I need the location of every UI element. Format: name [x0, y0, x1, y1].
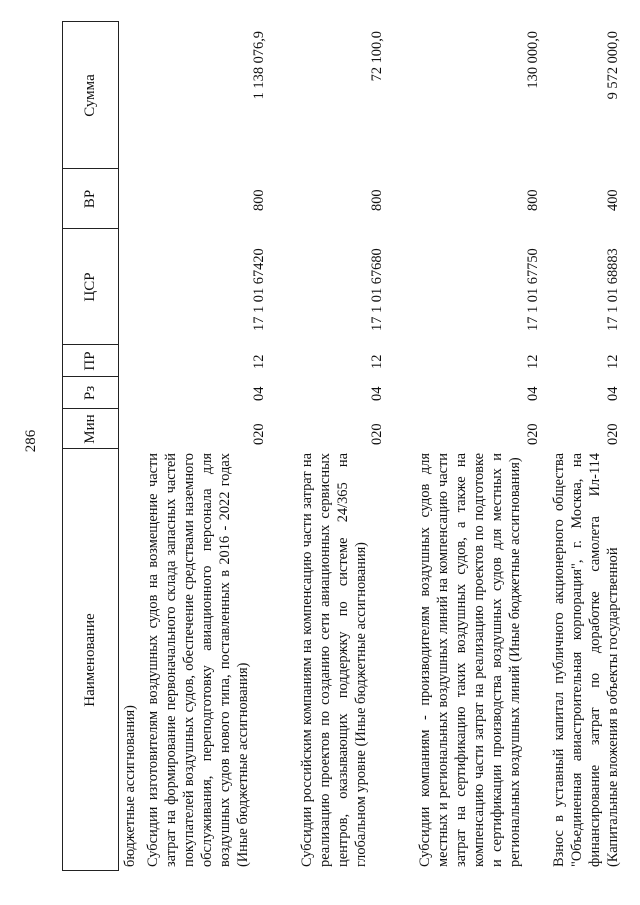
- row-min: 020: [251, 423, 267, 445]
- budget-table-rotated: [62, 21, 622, 871]
- row-pr: 12: [605, 354, 621, 369]
- row-vr: 800: [525, 189, 541, 211]
- row-rz: 04: [605, 386, 621, 401]
- header-bottom-border: [118, 21, 119, 871]
- row-rz: 04: [369, 386, 385, 401]
- row-sum: 130 000,0: [525, 31, 541, 89]
- row-csr: 17 1 01 68883: [605, 248, 621, 331]
- budget-table: [62, 21, 622, 871]
- row-min: 020: [369, 423, 385, 445]
- row-continued-text: бюджетные ассигнования): [122, 705, 138, 867]
- row-min: 020: [605, 423, 621, 445]
- row-pr: 12: [369, 354, 385, 369]
- header-csr: ЦСР: [81, 272, 98, 302]
- header-name: Наименование: [81, 613, 98, 707]
- row-name: Субсидии изготовителям воздушных судов на возмещение части затрат на формирование первоначального склада запасных частей покупателей воздушных судов, обеспечение средствами наземного обслуживания, переподготовку авиационного персонала для воздушных судов нового типа, поставленных в 2016 - 2022 годах (Иные бюджетные ассигнования): [145, 453, 251, 867]
- row-csr: 17 1 01 67750: [525, 248, 541, 331]
- row-sum: 72 100,0: [369, 31, 385, 82]
- page-number: 286: [23, 429, 39, 453]
- row-name: Взнос в уставный капитал публичного акционерного общества "Объединенная авиастроительная корпорация", г. Москва, на финансирование затрат по доработке самолета Ил-114 (Капитальные вложения в объекты государственной: [551, 453, 621, 867]
- header-min: Мин: [81, 414, 98, 444]
- header-rz: Рз: [81, 385, 98, 401]
- row-vr: 800: [251, 189, 267, 211]
- row-sum: 1 138 076,9: [251, 31, 267, 100]
- header-pr: ПР: [81, 351, 98, 371]
- row-vr: 800: [369, 189, 385, 211]
- row-pr: 12: [525, 354, 541, 369]
- header-vr: ВР: [81, 189, 98, 209]
- row-name: Субсидии компаниям - производителям воздушных судов для местных и региональных воздушных линий на компенсацию части затрат на сертификацию таких воздушных судов, а также на компенсацию части затрат на реализацию проектов по подготовке и сертификации производства воздушных судов для местных и региональных воздушных линий (Иные бюджетные ассигнования): [417, 453, 523, 867]
- row-csr: 17 1 01 67420: [251, 248, 267, 331]
- row-csr: 17 1 01 67680: [369, 248, 385, 331]
- row-name: Субсидии российским компаниям на компенсацию части затрат на реализацию проектов по созданию сети авиационных сервисных центров, оказывающих поддержку по системе 24/365 на глобальном уровне (Иные бюджетные ассигнования): [299, 453, 369, 867]
- row-rz: 04: [251, 386, 267, 401]
- row-pr: 12: [251, 354, 267, 369]
- header-sum: Сумма: [81, 74, 98, 117]
- row-sum: 9 572 000,0: [605, 31, 621, 100]
- row-min: 020: [525, 423, 541, 445]
- row-rz: 04: [525, 386, 541, 401]
- row-vr: 400: [605, 189, 621, 211]
